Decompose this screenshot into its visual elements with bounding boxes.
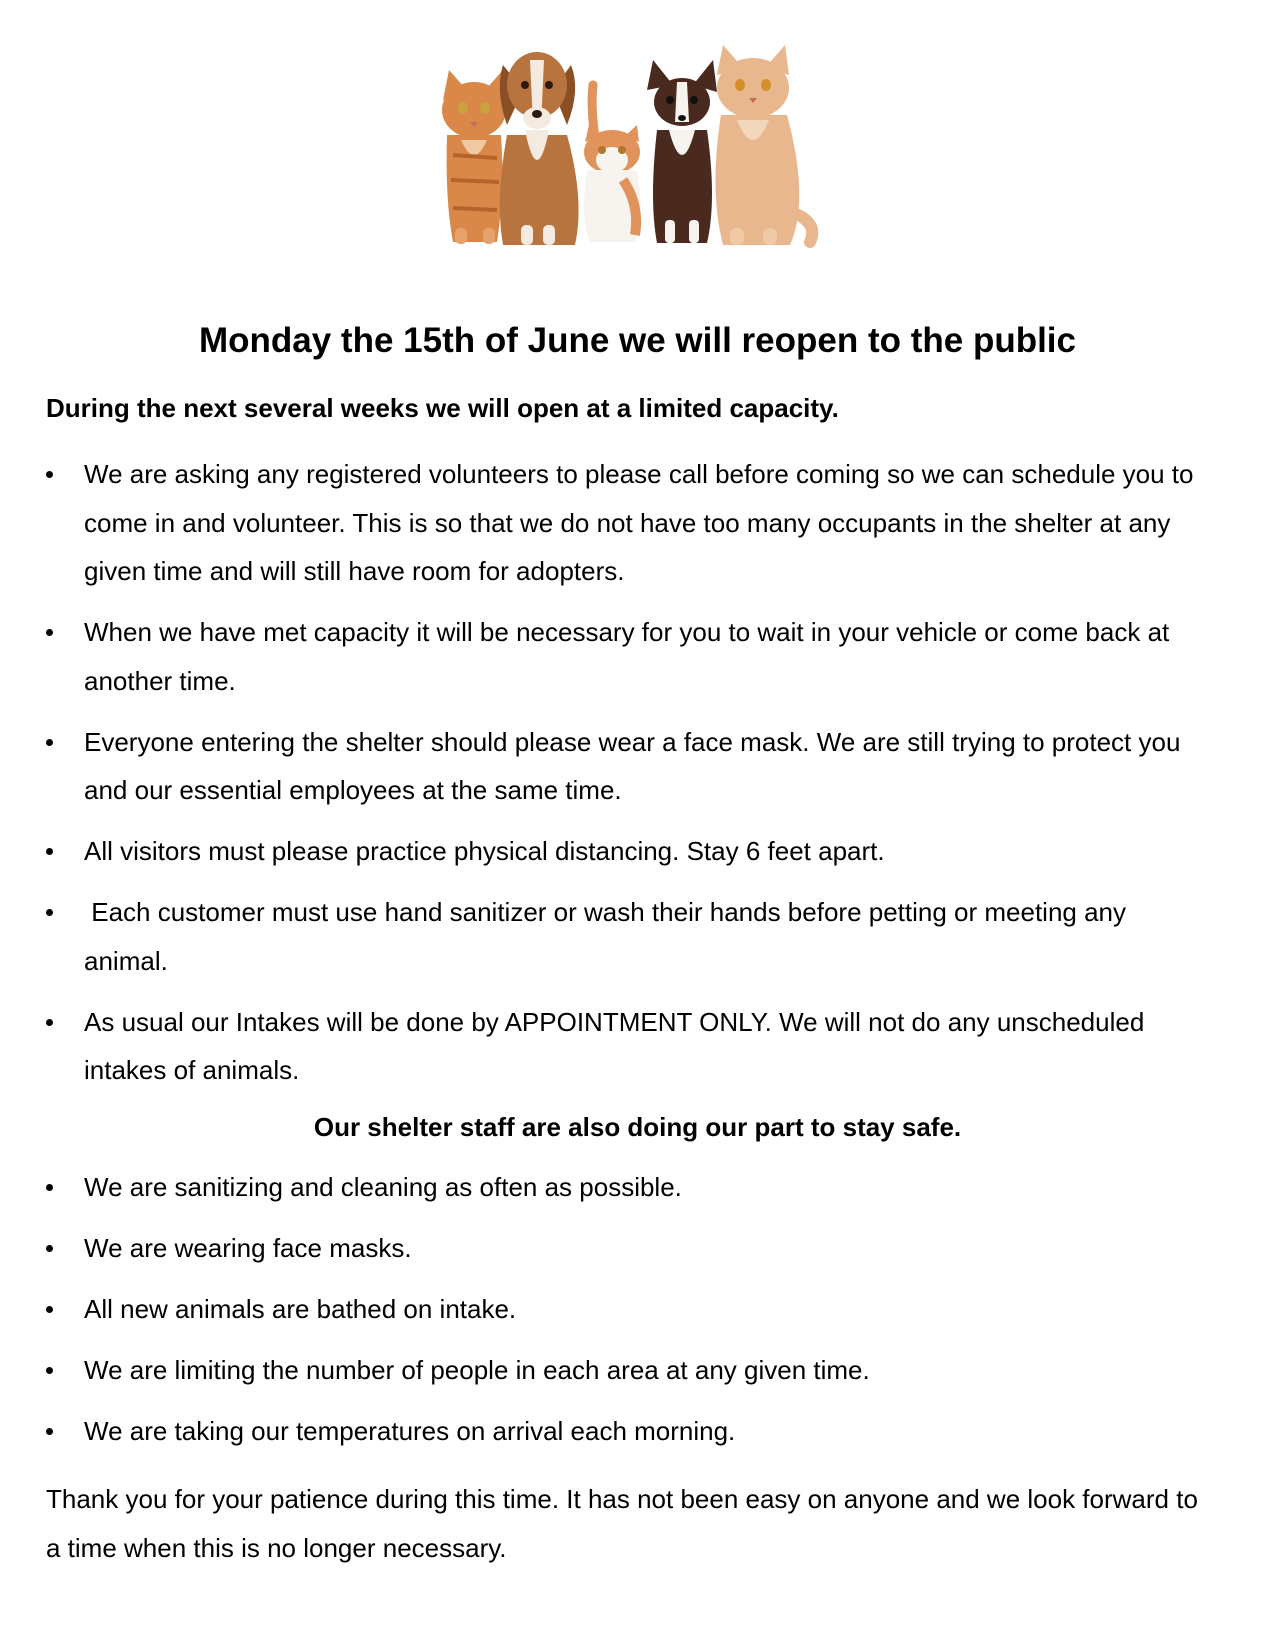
- list-item: [46, 450, 1216, 596]
- bullet-icon: [46, 471, 53, 478]
- bullet-icon: [46, 1367, 53, 1374]
- list-item-text: We are limiting the number of people in each area at any given time.: [84, 1355, 870, 1385]
- list-item-text: We are wearing face masks.: [84, 1233, 412, 1263]
- list-item: [46, 827, 1216, 876]
- bullet-icon: [46, 848, 53, 855]
- list-item: [46, 888, 1216, 985]
- pets-illustration: [425, 30, 855, 255]
- public-rules-list: [46, 450, 1216, 1107]
- staff-heading: Our shelter staff are also doing our part to stay safe.: [313, 1112, 962, 1142]
- bullet-icon: [46, 1019, 53, 1026]
- list-item-text: As usual our Intakes will be done by APPOINTMENT ONLY. We will not do any unscheduled intakes of animals.: [84, 1006, 1145, 1085]
- list-item: [46, 1346, 1216, 1395]
- list-item-text: When we have met capacity it will be necessary for you to wait in your vehicle or come back at another time.: [84, 617, 1170, 696]
- brown-dog-icon: [500, 52, 579, 245]
- chihuahua-icon: [647, 60, 717, 243]
- closing-text: Thank you for your patience during this time. It has not been easy on anyone and we look forward to a time when this is no longer necessary.: [46, 1484, 1198, 1563]
- list-item: [46, 1407, 1216, 1456]
- white-ginger-cat-icon: [584, 85, 641, 242]
- list-item-text: All new animals are bathed on intake.: [84, 1294, 517, 1324]
- bullet-icon: [46, 629, 53, 636]
- bullet-icon: [46, 909, 53, 916]
- bullet-icon: [46, 1245, 53, 1252]
- list-item-text: We are taking our temperatures on arrival each morning.: [84, 1416, 736, 1446]
- peach-cat-right-icon: [715, 45, 812, 245]
- list-item-text: Everyone entering the shelter should please wear a face mask. We are still trying to protect you and our essential employees at the same time.: [84, 726, 1181, 805]
- list-item: [46, 1224, 1216, 1273]
- pets-group-image: [425, 30, 855, 255]
- bullet-icon: [46, 1184, 53, 1191]
- list-item: [46, 718, 1216, 815]
- list-item: [46, 1163, 1216, 1212]
- ginger-cat-left-icon: [442, 70, 506, 244]
- intro-text: During the next several weeks we will open at a limited capacity.: [46, 393, 839, 423]
- list-item-text: All visitors must please practice physical distancing. Stay 6 feet apart.: [84, 836, 885, 866]
- list-item: [46, 608, 1216, 705]
- staff-measures-list: [46, 1163, 1216, 1468]
- list-item: [46, 998, 1216, 1095]
- list-item-text: We are asking any registered volunteers to please call before coming so we can schedule you to come in and volunteer. This is so that we do not have too many occupants in the shelter at any given time and will still have room for adopters.: [84, 459, 1194, 586]
- page-title: Monday the 15th of June we will reopen to the public: [198, 321, 1077, 360]
- bullet-icon: [46, 1428, 53, 1435]
- list-item-text: Each customer must use hand sanitizer or wash their hands before petting or meeting any animal.: [84, 897, 1134, 976]
- bullet-icon: [46, 739, 53, 746]
- list-item-text: We are sanitizing and cleaning as often as possible.: [84, 1172, 682, 1202]
- bullet-icon: [46, 1306, 53, 1313]
- list-item: [46, 1285, 1216, 1334]
